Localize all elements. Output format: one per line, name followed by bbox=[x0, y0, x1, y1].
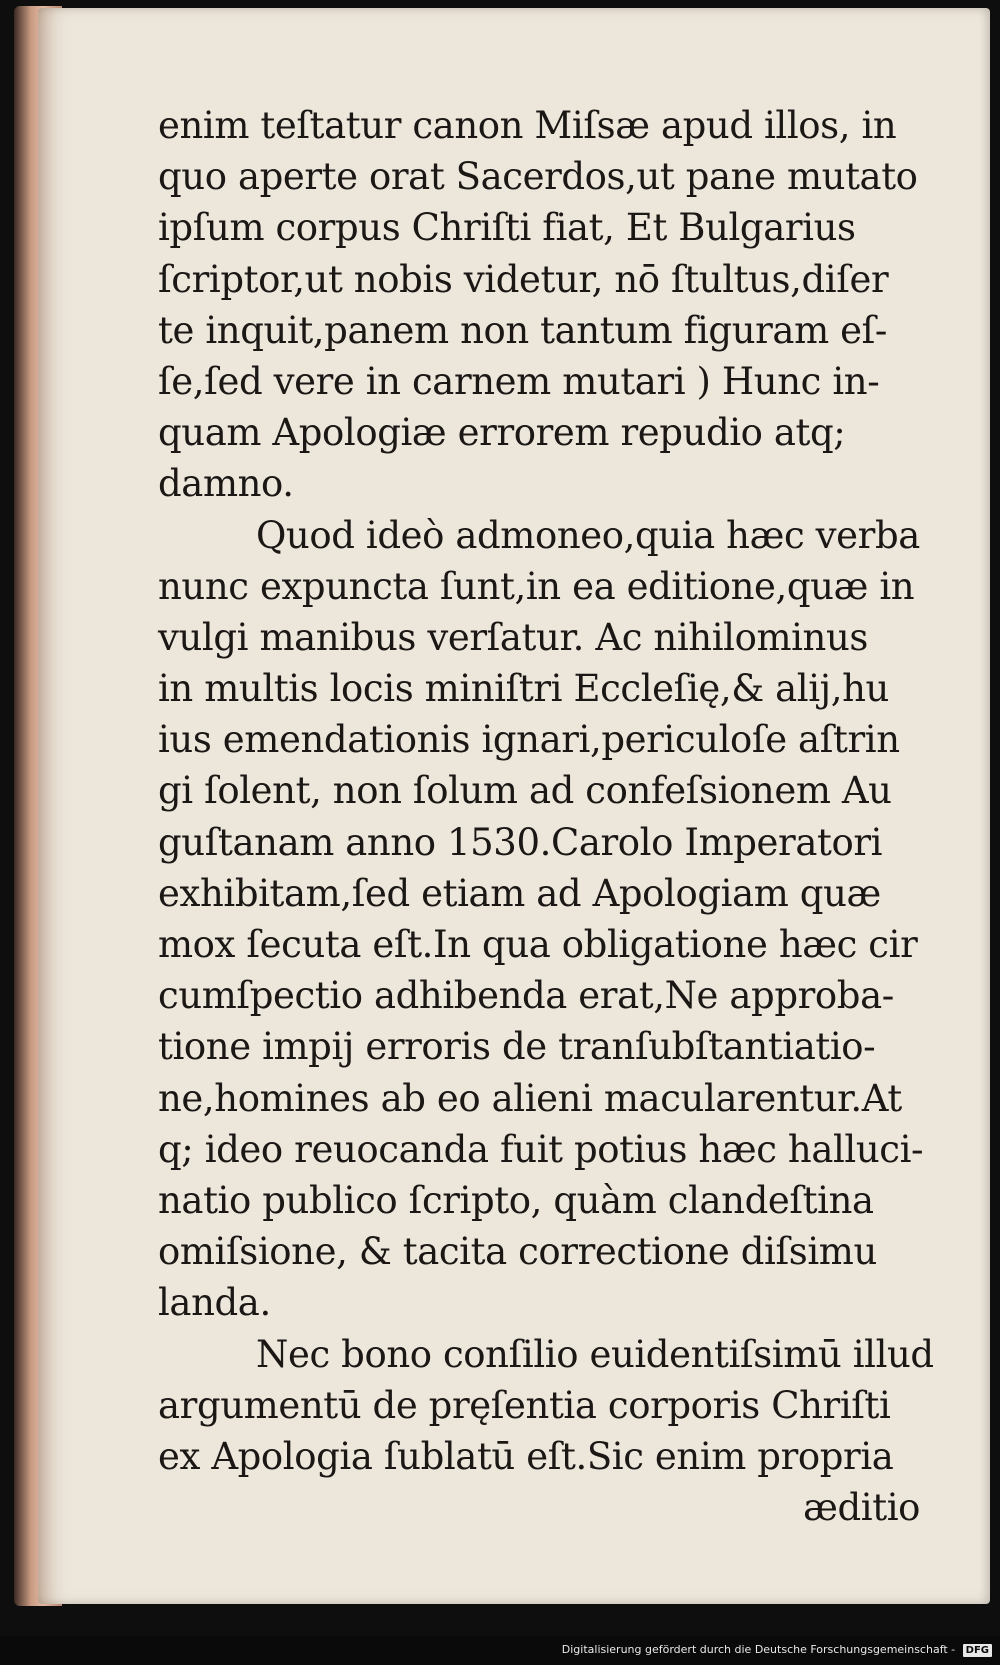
text-line: ex Apologia ſublatū eſt.Sic enim propria bbox=[158, 1434, 894, 1478]
text-line: ſe,ſed vere in carnem mutari ) Hunc in- bbox=[158, 359, 880, 403]
funding-credit bbox=[562, 1643, 992, 1657]
credit-text: Digitalisierung gefördert durch die Deutsche Forschungsgemeinschaft - bbox=[561, 1643, 956, 1656]
paragraph-start-line: Quod ideò admoneo,quia hæc verba bbox=[256, 513, 920, 557]
paragraph-start-line: Nec bono conſilio euidentiſsimū illud bbox=[256, 1332, 934, 1376]
text-line: tione impij erroris de tranſubſtantiatio- bbox=[158, 1025, 876, 1069]
catchword: æditio bbox=[803, 1486, 920, 1530]
dfg-logo-icon: DFG bbox=[963, 1644, 992, 1657]
text-line: cumſpectio adhibenda erat,Ne approba- bbox=[158, 974, 894, 1018]
text-line: vulgi manibus verſatur. Ac nihilominus bbox=[158, 615, 869, 659]
text-line: in multis locis miniſtri Eccleſię,& alij,hu bbox=[158, 667, 889, 711]
text-line: mox ſecuta eſt.In qua obligatione hæc cir bbox=[158, 923, 918, 966]
text-line: omiſsione, & tacita correctione diſsimu bbox=[158, 1230, 877, 1274]
text-line: te inquit,panem non tantum figuram eſ- bbox=[158, 308, 888, 352]
page-text bbox=[158, 100, 948, 1533]
text-line: nunc expuncta ſunt,in ea editione,quæ in bbox=[158, 564, 915, 608]
text-line: exhibitam,ſed etiam ad Apologiam quæ bbox=[158, 871, 881, 915]
text-line: quam Apologiæ errorem repudio atq; bbox=[158, 411, 846, 455]
text-line: ne,homines ab eo alieni macularentur.At bbox=[158, 1076, 902, 1120]
text-line: ius emendationis ignari,periculoſe aſtrin bbox=[158, 718, 900, 762]
text-line: ipſum corpus Chriſti fiat, Et Bulgarius bbox=[158, 206, 856, 250]
text-line: quo aperte orat Sacerdos,ut pane mutato bbox=[158, 155, 918, 199]
text-line: damno. bbox=[158, 462, 294, 506]
text-line: argumentū de pręſentia corporis Chriſti bbox=[158, 1383, 891, 1427]
text-line: guſtanam anno 1530.Carolo Imperatori bbox=[158, 820, 883, 864]
text-line: natio publico ſcripto, quàm clandeſtina bbox=[158, 1178, 874, 1222]
text-line: ſcriptor,ut nobis videtur, nō ſtultus,diſer bbox=[158, 257, 889, 301]
text-line: enim teſtatur canon Miſsæ apud illos, in bbox=[158, 104, 897, 147]
text-line: gi ſolent, non ſolum ad confeſsionem Au bbox=[158, 769, 892, 813]
text-line: landa. bbox=[158, 1281, 271, 1325]
text-line: q; ideo reuocanda fuit potius hæc halluci- bbox=[158, 1127, 924, 1171]
